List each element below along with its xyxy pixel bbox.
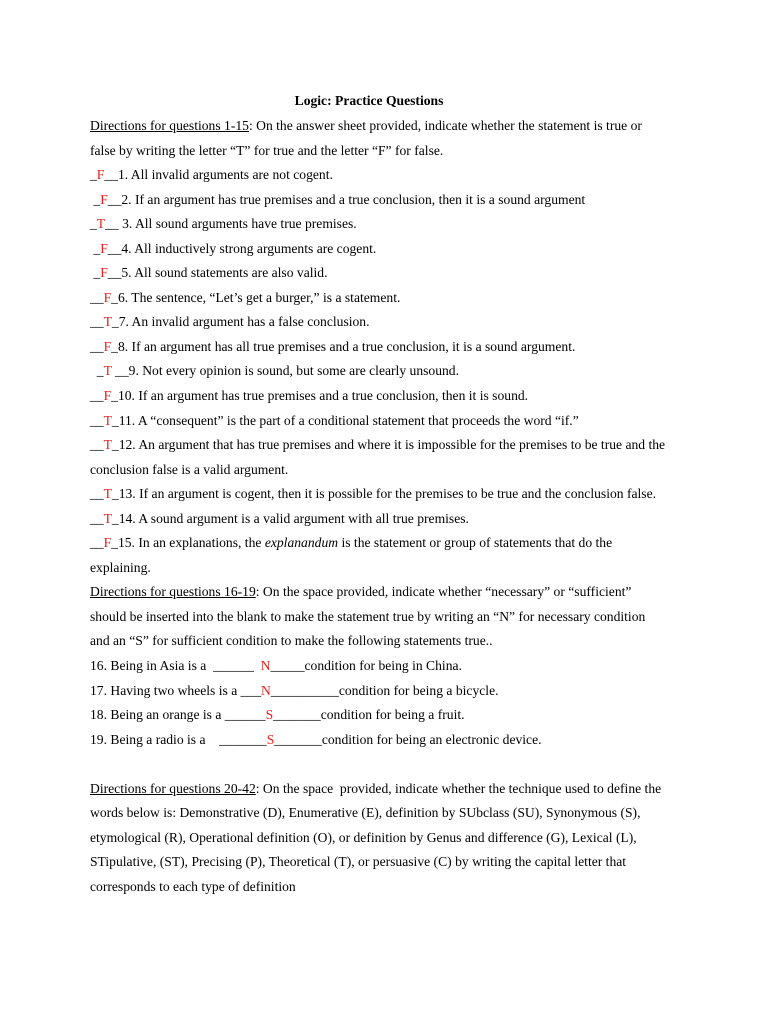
question-10: __F_10. If an argument has true premises and a true conclusion, then it is sound. [90, 388, 529, 404]
question-8: __F_8. If an argument has all true premises and a true conclusion, it is a sound argument. [90, 338, 576, 354]
question-17: 17. Having two wheels is a ___N__________condition for being a bicycle. [90, 682, 499, 698]
section2-heading: Directions for questions 16-19 [90, 584, 256, 600]
document-body [90, 116, 690, 902]
section3-directions-line4: STipulative, (ST), Precising (P), Theoretical (T), or persuasive (C) by writing the capital letter that [90, 854, 627, 870]
answer-16: N [260, 658, 271, 674]
section2-directions-line2: should be inserted into the blank to make the statement true by writing an “N” for necessary condition [90, 608, 646, 624]
question-4: _F__4. All inductively strong arguments are cogent. [90, 240, 377, 256]
section2-directions-line1: Directions for questions 16-19: On the space provided, indicate whether “necessary” or “sufficient” [90, 584, 632, 600]
answer-10: F [103, 388, 112, 404]
question-11: __T_11. A “consequent” is the part of a conditional statement that proceeds the word “if.” [90, 412, 579, 428]
question-19: 19. Being a radio is a _______S_______condition for being an electronic device. [90, 731, 542, 747]
answer-15: F [103, 535, 112, 551]
question-12-continued: conclusion false is a valid argument. [90, 461, 289, 477]
answer-19: S [266, 731, 275, 747]
question-14: __T_14. A sound argument is a valid argument with all true premises. [90, 510, 469, 526]
question-1: _F__1. All invalid arguments are not cogent. [90, 167, 333, 183]
section1-heading: Directions for questions 1-15 [90, 118, 249, 133]
section2-directions-line3: and an “S” for sufficient condition to make the following statements true.. [90, 633, 493, 649]
question-18: 18. Being an orange is a ______S_______condition for being a fruit. [90, 707, 465, 723]
section1-directions-line2: false by writing the letter “T” for true and the letter “F” for false. [90, 142, 444, 158]
section3-directions-line2: words below is: Demonstrative (D), Enumerative (E), definition by SUbclass (SU), Synonymous (S), [90, 805, 641, 821]
section1-text-1: : On the answer sheet provided, indicate whether the statement is true or [248, 118, 642, 133]
section3-directions-line3: etymological (R), Operational definition (O), or definition by Genus and difference (G), Lexical (L), [90, 829, 637, 845]
answer-8: F [103, 338, 112, 354]
answer-11: T [103, 412, 112, 428]
section3-directions-line1: Directions for questions 20-42: On the space provided, indicate whether the technique used to define the [90, 780, 662, 796]
answer-17: N [261, 682, 271, 698]
question-3: _T__ 3. All sound arguments have true premises. [90, 216, 357, 232]
section3-heading: Directions for questions 20-42 [90, 780, 256, 796]
answer-2: F [100, 191, 108, 207]
question-2: _F__2. If an argument has true premises and a true conclusion, then it is a sound argument [90, 191, 586, 207]
page-title: Logic: Practice Questions [294, 93, 444, 108]
question-16: 16. Being in Asia is a ______ N_____condition for being in China. [90, 658, 462, 674]
question-15-continued: explaining. [90, 559, 151, 575]
answer-5: F [100, 265, 108, 281]
answer-18: S [265, 707, 274, 723]
answer-9: T [103, 363, 112, 379]
answer-14: T [103, 510, 112, 526]
question-12: __T_12. An argument that has true premises and where it is impossible for the premises to be true and the [90, 437, 666, 453]
answer-12: T [103, 437, 112, 453]
question-6: __F_6. The sentence, “Let’s get a burger,” is a statement. [90, 289, 401, 305]
answer-6: F [103, 289, 112, 305]
answer-1: F [96, 167, 105, 183]
spacer [90, 754, 690, 779]
question-13: __T_13. If an argument is cogent, then it is possible for the premises to be true and the conclusion false. [90, 486, 657, 502]
answer-4: F [100, 240, 108, 256]
answer-13: T [103, 486, 112, 502]
question-7: __T_7. An invalid argument has a false conclusion. [90, 314, 370, 330]
section1-directions-line1 [90, 116, 690, 141]
answer-7: T [103, 314, 112, 330]
question-15: __F_15. In an explanations, the explanandum is the statement or group of statements that do the [90, 535, 613, 551]
answer-3: T [96, 216, 106, 232]
section3-directions-line5: corresponds to each type of definition [90, 878, 296, 894]
question-5: _F__5. All sound statements are also valid. [90, 265, 328, 281]
question-9: _T __9. Not every opinion is sound, but some are clearly unsound. [90, 363, 459, 379]
